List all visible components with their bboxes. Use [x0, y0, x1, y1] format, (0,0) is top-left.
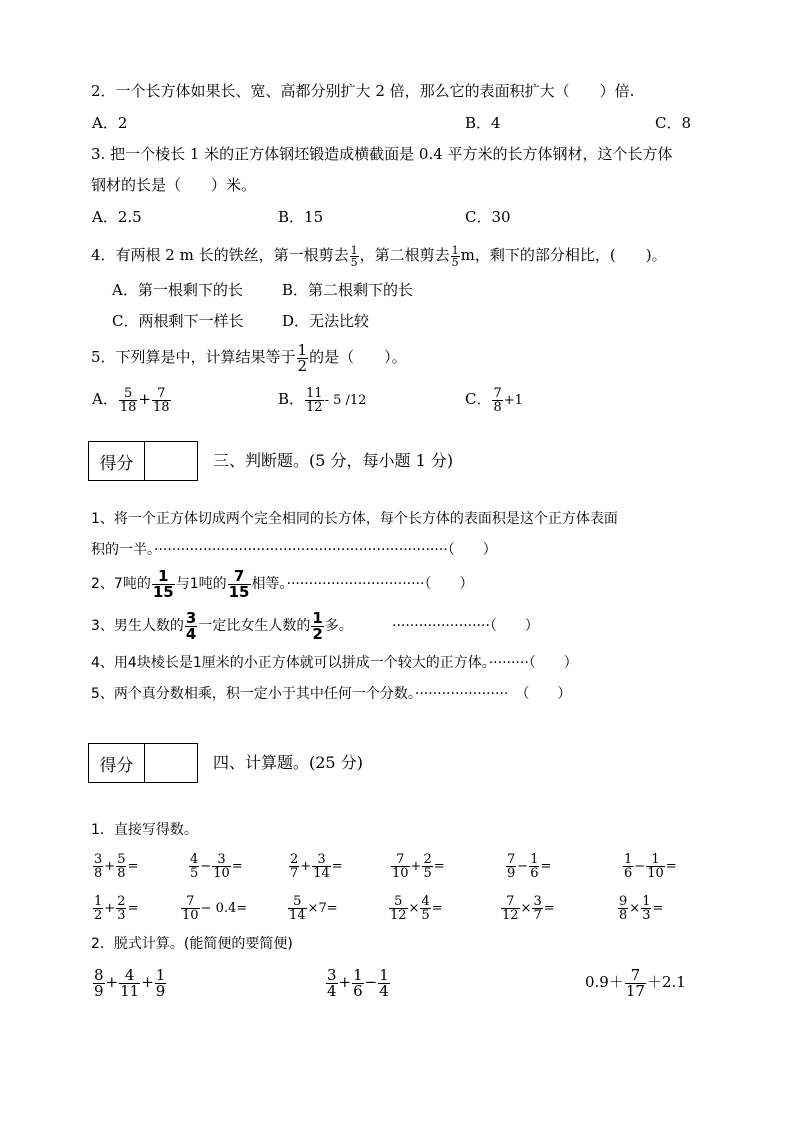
fraction [152, 566, 175, 601]
expr-3 [585, 962, 686, 1002]
eq: = [665, 859, 677, 874]
op: + [410, 859, 422, 874]
num: 1 [353, 965, 363, 984]
q5-a-label: A． [92, 390, 118, 408]
den: 12 [306, 399, 323, 415]
tf-item-2 [91, 566, 473, 602]
fraction [228, 566, 251, 601]
expr-2 [325, 962, 391, 1002]
q4-option-d: D．无法比较 [282, 312, 370, 330]
pre: 0.9＋ [585, 973, 624, 991]
q2-option-c: C．8 [655, 114, 692, 132]
den: 10 [182, 908, 199, 923]
q2-option-a: A．2 [92, 114, 128, 132]
num: 7 [152, 387, 171, 401]
eq: = [231, 859, 243, 874]
den: 12 [502, 908, 519, 923]
q5-part1: 5．下列算是中，计算结果等于 [91, 348, 296, 366]
fraction [618, 895, 628, 922]
num: 3 [212, 853, 231, 867]
den: 3 [117, 908, 126, 923]
fraction [93, 853, 103, 880]
fraction [422, 853, 432, 880]
num: 2 [117, 894, 126, 909]
num: 7 [181, 895, 200, 909]
calc-r2-3 [287, 892, 338, 926]
num: 11 [306, 385, 323, 401]
fraction [391, 853, 410, 880]
fraction [532, 895, 542, 922]
den: 9 [155, 981, 166, 1000]
tf-item-1-line1: 1、将一个正方体切成两个完全相同的长方体，每个长方体的表面积是这个正方体表面 [91, 511, 618, 527]
q5-a-frac2 [152, 387, 171, 414]
op: × [520, 901, 532, 916]
fraction [389, 895, 408, 922]
calc-r1-3 [288, 850, 343, 884]
q5-text [91, 340, 407, 374]
q2-option-b: B．4 [465, 114, 501, 132]
part: 3、男生人数的 [91, 618, 184, 634]
q4-option-c: C．两根剩下一样长 [112, 312, 244, 330]
num: 4 [421, 894, 430, 909]
q2-text: 2．一个长方体如果长、宽、高都分别扩大 2 倍，那么它的表面积扩大（ ）倍. [91, 82, 635, 100]
den: 7 [533, 908, 542, 923]
den: 8 [619, 908, 628, 923]
num: 7 [391, 853, 410, 867]
den: 4 [185, 624, 197, 643]
op: + [104, 859, 116, 874]
q4-f1-num: 1 [350, 243, 358, 257]
num: 1 [624, 852, 633, 867]
q3-option-a: A．2.5 [92, 208, 142, 226]
op: ×7 [307, 901, 327, 916]
num: 7 [507, 852, 516, 867]
part: 一定比女生人数的 [198, 618, 311, 634]
q5-fraction [297, 340, 309, 375]
fraction [93, 895, 103, 922]
calc-sub2: 2．脱式计算。(能简便的要简便) [91, 936, 293, 952]
score-label: 得分 [89, 442, 145, 480]
q5-c-label: C． [465, 390, 492, 408]
fraction [93, 965, 105, 1000]
section-3-title: 三、判断题。(5 分，每小题 1 分) [213, 451, 454, 470]
q5-option-c [465, 382, 523, 418]
q5-c-rest: +1 [503, 393, 523, 408]
fraction [623, 853, 633, 880]
den: 4 [327, 981, 337, 1000]
tf-item-5: 5、两个真分数相乘，积一定小于其中任何一个分数。····················· （ ） [91, 686, 572, 702]
calc-r1-4 [390, 850, 445, 884]
calc-r2-1 [92, 892, 138, 926]
den: 10 [392, 866, 409, 881]
calc-r2-4 [388, 892, 443, 926]
eq: = [236, 901, 248, 916]
num: 5 [389, 895, 408, 909]
calc-r1-2 [188, 850, 243, 884]
op: + [300, 859, 312, 874]
fraction [116, 895, 126, 922]
fraction [116, 853, 126, 880]
den: 5 [190, 866, 199, 881]
q4-fraction-1 [350, 245, 359, 268]
calc-r2-6 [617, 892, 663, 926]
q4-option-a: A．第一根剩下的长 [112, 281, 243, 299]
den: 5 [421, 908, 430, 923]
den: 12 [390, 908, 407, 923]
tf-item-3 [91, 608, 353, 644]
num: 1 [312, 608, 323, 627]
fraction [312, 853, 331, 880]
q5-f-den: 2 [297, 356, 308, 375]
fraction [212, 853, 231, 880]
den: 18 [119, 399, 137, 415]
score-box-4 [88, 743, 198, 783]
eq: = [543, 901, 555, 916]
num: 9 [619, 894, 628, 909]
q3-line1: 3. 把一个棱长 1 米的正方体钢坯锻造成横截面是 0.4 平方米的长方体钢材，这个长方体 [91, 145, 673, 163]
q5-b-rest: - 5 /12 [324, 393, 367, 408]
q3-option-b: B．15 [278, 208, 324, 226]
score-box-3 [88, 441, 198, 481]
fraction [501, 895, 520, 922]
den: 6 [624, 866, 633, 881]
fraction [288, 895, 307, 922]
num: 5 [288, 895, 307, 909]
op: + [338, 973, 352, 991]
q5-option-b [278, 382, 366, 418]
den: 11 [120, 981, 140, 1000]
num: 4 [190, 852, 199, 867]
op: − [517, 859, 529, 874]
den: 15 [228, 582, 250, 601]
den: 9 [507, 866, 516, 881]
op: × [408, 901, 420, 916]
num: 1 [646, 853, 665, 867]
num: 1 [530, 852, 539, 867]
q5-b-frac [305, 387, 324, 414]
expr-1 [92, 962, 167, 1002]
op: + [138, 390, 151, 408]
q5-a-frac1 [119, 387, 138, 414]
eq: = [431, 901, 443, 916]
fraction [311, 608, 323, 643]
num: 5 [119, 387, 138, 401]
den: 17 [625, 981, 645, 1000]
eq: = [652, 901, 664, 916]
num: 1 [642, 894, 651, 909]
fraction [155, 965, 167, 1000]
q5-c-frac [492, 387, 502, 414]
fraction [352, 965, 364, 1000]
den: 2 [94, 908, 103, 923]
num: 2 [290, 852, 299, 867]
eq: = [326, 901, 338, 916]
fraction [189, 853, 199, 880]
q4-fraction-2 [451, 245, 460, 268]
q5-b-label: B． [278, 390, 305, 408]
part: 2、7吨的 [91, 576, 151, 592]
fraction [181, 895, 200, 922]
calc-r1-5 [505, 850, 551, 884]
num: 8 [94, 965, 104, 984]
eq: = [127, 901, 139, 916]
q4-option-b: B．第二根剩下的长 [282, 281, 414, 299]
den: 6 [530, 866, 539, 881]
fraction [529, 853, 539, 880]
op: + [104, 901, 116, 916]
op: + [141, 973, 154, 991]
den: 8 [94, 866, 103, 881]
den: 18 [152, 399, 170, 415]
den: 14 [289, 908, 306, 923]
part: 多。 [324, 618, 353, 634]
fraction [378, 965, 390, 1000]
num: 3 [533, 894, 542, 909]
den: 7 [290, 866, 299, 881]
num: 7 [625, 968, 646, 984]
tf-item-3-answer: ······················（ ） [392, 618, 539, 634]
section-4-title: 四、计算题。(25 分) [213, 753, 363, 772]
fraction [625, 965, 646, 1000]
score-label: 得分 [89, 744, 145, 782]
q4-f1-den: 5 [350, 255, 358, 269]
den: 14 [313, 866, 330, 881]
calc-r2-2 [180, 892, 247, 926]
tf-item-1-line2: 积的一半。··································································（ ） [91, 542, 497, 558]
q4-part3: m，剩下的部分相比，( )。 [460, 246, 667, 264]
fraction [185, 608, 197, 643]
den: 3 [642, 908, 651, 923]
calc-sub1: 1．直接写得数。 [91, 822, 198, 838]
den: 2 [312, 624, 323, 643]
op: − 0.4 [200, 901, 237, 916]
den: 8 [117, 866, 126, 881]
fraction [506, 853, 516, 880]
num: 7 [493, 385, 502, 401]
num: 1 [94, 894, 103, 909]
den: 5 [423, 866, 432, 881]
num: 1 [155, 965, 166, 984]
num: 3 [185, 608, 197, 627]
q3-option-c: C．30 [465, 208, 511, 226]
fraction [326, 965, 338, 1000]
num: 1 [379, 965, 389, 984]
fraction [641, 895, 651, 922]
num: 1 [152, 569, 175, 585]
den: 4 [379, 981, 389, 1000]
num: 3 [312, 853, 331, 867]
q4-f2-den: 5 [451, 255, 459, 269]
calc-r2-5 [500, 892, 555, 926]
op: − [200, 859, 212, 874]
den: 9 [94, 981, 104, 1000]
tf-item-4: 4、用4块棱长是1厘米的小正方体就可以拼成一个较大的正方体。·········（ ） [91, 655, 578, 671]
num: 3 [327, 965, 337, 984]
op: × [629, 901, 641, 916]
op: − [364, 973, 378, 991]
eq: = [433, 859, 445, 874]
num: 7 [228, 569, 251, 585]
num: 7 [501, 895, 520, 909]
num: 2 [423, 852, 432, 867]
eq: = [540, 859, 552, 874]
q4-text [91, 240, 667, 270]
den: 10 [647, 866, 664, 881]
calc-r1-1 [92, 850, 138, 884]
den: 15 [152, 582, 174, 601]
fraction [646, 853, 665, 880]
q4-f2-num: 1 [451, 243, 459, 257]
den: 8 [493, 399, 502, 415]
q5-f-num: 1 [297, 340, 308, 359]
part: 与1吨的 [175, 576, 227, 592]
op: + [105, 973, 119, 991]
q5-part2: 的是（ ）。 [309, 348, 407, 366]
post: ＋2.1 [646, 973, 686, 991]
fraction [119, 965, 140, 1000]
q4-part2: ，第二根剪去 [359, 246, 450, 264]
q4-part1: 4．有两根 2 m 长的铁丝，第一根剪去 [91, 246, 349, 264]
q3-line2: 钢材的长是（ ）米。 [91, 176, 257, 194]
den: 6 [353, 981, 363, 1000]
fraction [420, 895, 430, 922]
q5-option-a [92, 382, 172, 416]
fraction [289, 853, 299, 880]
op: − [634, 859, 646, 874]
eq: = [127, 859, 139, 874]
num: 3 [94, 852, 103, 867]
calc-r1-6 [622, 850, 677, 884]
eq: = [331, 859, 343, 874]
part: 相等。·······························（ ） [251, 576, 474, 592]
num: 5 [117, 852, 126, 867]
num: 4 [119, 968, 140, 984]
den: 10 [213, 866, 230, 881]
